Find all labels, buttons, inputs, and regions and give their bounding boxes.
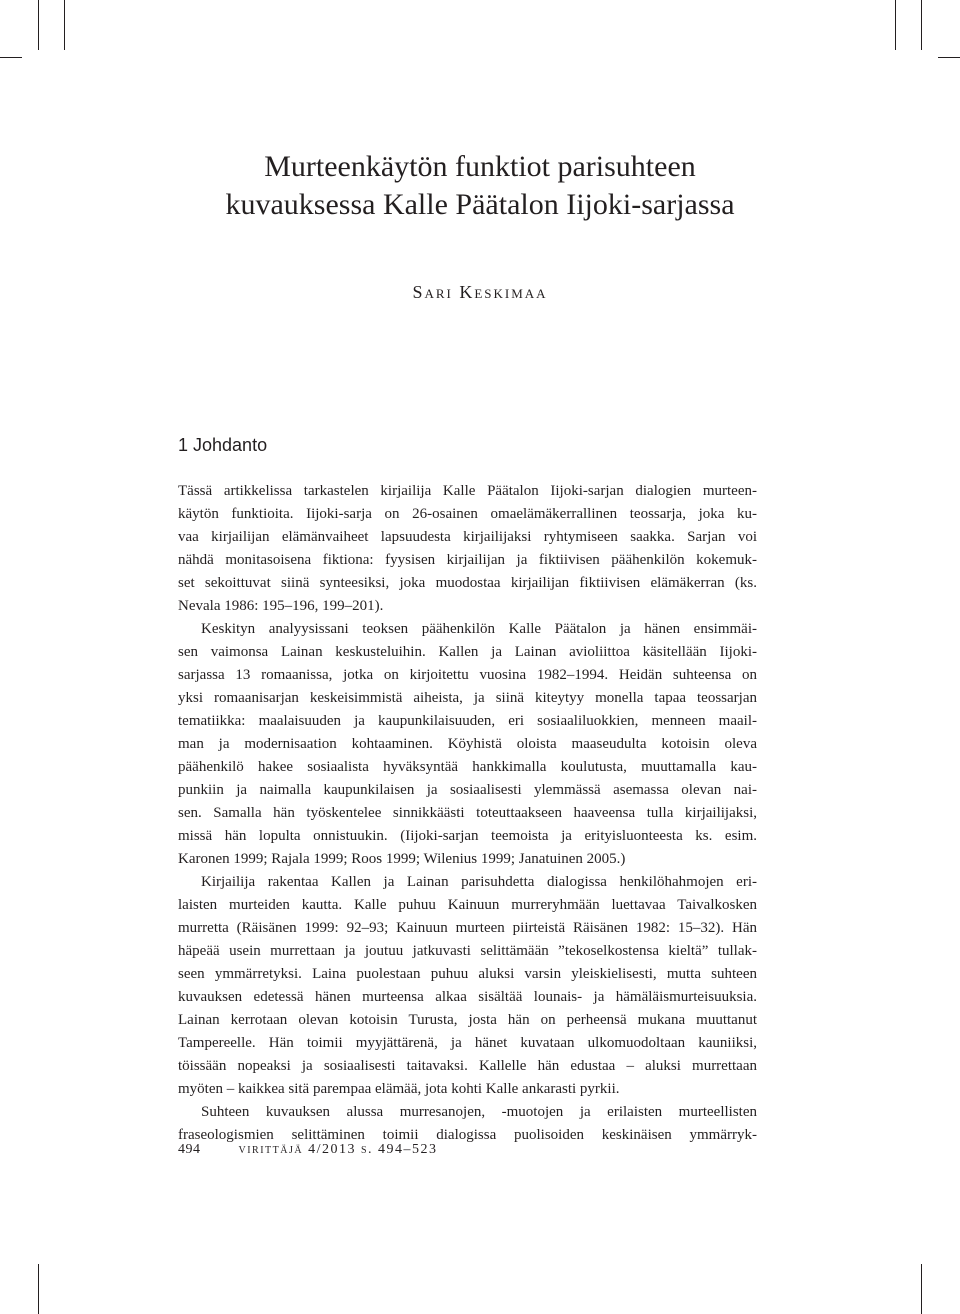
text-line: töissään nopeaksi ja sosiaalisesti taitavaksi. Kallelle hän edustaa – aluksi murrettaan: [178, 1058, 757, 1074]
crop-mark-top-right-inner: [895, 0, 896, 50]
text-line: Keskityn analyysissani teoksen päähenkilön Kalle Päätalon ja hänen ensimmäi-: [201, 621, 757, 637]
text-line: nähdä monitasoisena fiktiona: fyysisen kirjailijan ja fiktiivisen päähenkilön kokemuk-: [178, 552, 757, 568]
text-line: käytön funktioita. Iijoki-sarja on 26-osainen omaelämäkerrallinen teossarja, joka ku-: [178, 506, 757, 522]
crop-mark-top-left-horizontal: [0, 57, 22, 58]
journal-citation: virittäjä 4/2013 s. 494–523: [238, 1142, 438, 1157]
crop-mark-top-left-vertical: [38, 0, 39, 50]
paragraph-3: [178, 871, 757, 1101]
paragraph-4: [178, 1101, 757, 1147]
article-title-line-1: Murteenkäytön funktiot parisuhteen: [264, 150, 696, 183]
text-line: päähenkilö hakee sosiaalista hyväksyntää hankkimalla koulutusta, muuttamalla kau-: [178, 759, 757, 775]
text-line: sen. Samalla hän työskentelee sinnikkäästi toteuttaakseen haaveensa tulla kirjailijaksi,: [178, 805, 757, 821]
text-line: kuvauksen edetessä hänen murteensa alkaa sisältää lounais- ja hämäläismurteisuuksia.: [178, 989, 757, 1005]
text-line: Nevala 1986: 195–196, 199–201).: [178, 598, 384, 614]
text-line: sen vaimonsa Lainan keskusteluihin. Kallen ja Lainan avioliittoa käsitellään Iijoki-: [178, 644, 757, 660]
text-line: missä hän lopulta onnistuukin. (Iijoki-sarjan teemoista ja erityisluonteesta ks. esim.: [178, 828, 757, 844]
text-line: Kirjailija rakentaa Kallen ja Lainan parisuhdetta dialogissa henkilöhahmojen eri-: [201, 874, 757, 890]
article-title: [150, 148, 810, 224]
crop-mark-top-right-horizontal: [938, 57, 960, 58]
text-line: vaa kirjailijan elämänvaiheet lapsuudesta kirjailijaksi ryhtymiseen saakka. Sarjan voi: [178, 529, 757, 545]
page-number: 494: [178, 1142, 201, 1157]
body-text: [178, 480, 757, 1147]
crop-mark-top-right-vertical: [921, 0, 922, 50]
text-line: fraseologismien selittäminen toimii dialogissa puolisoiden keskinäisen ymmärryk-: [178, 1127, 757, 1143]
text-line: Tässä artikkelissa tarkastelen kirjailija Kalle Päätalon Iijoki-sarjan dialogien murteen-: [178, 483, 757, 499]
text-line: Karonen 1999; Rajala 1999; Roos 1999; Wilenius 1999; Janatuinen 2005.): [178, 851, 626, 867]
text-line: Lainan kerrotaan olevan kotoisin Turusta, josta hän on perheensä mukana muuttanut: [178, 1012, 757, 1028]
paragraph-2: [178, 618, 757, 871]
text-line: sarjassa 13 romaanissa, jotka on kirjoitettu vuosina 1982–1994. Heidän suhteensa on: [178, 667, 757, 683]
text-line: set sekoittuvat siinä synteesiksi, joka muodostaa kirjailijan fiktiivisen elämäkerran (ks.: [178, 575, 757, 591]
text-line: seen ymmärretyksi. Laina puolestaan puhuu aluksi varsin yleiskielisesti, mutta suhteen: [178, 966, 757, 982]
text-line: tematiikka: maalaisuuden ja kaupunkilaisuuden, eri sosiaaliluokkien, menneen maail-: [178, 713, 757, 729]
text-line: laisten murteiden kautta. Kalle puhuu Kainuun murreryhmään luettavaa Taivalkosken: [178, 897, 757, 913]
crop-mark-top-left-inner: [64, 0, 65, 50]
crop-mark-bottom-right-vertical: [921, 1264, 922, 1314]
crop-mark-bottom-left-vertical: [38, 1264, 39, 1314]
article-title-line-2: kuvauksessa Kalle Päätalon Iijoki-sarjassa: [225, 188, 735, 221]
text-line: Tampereelle. Hän toimii myyjättärenä, ja hänet kuvataan ulkomuodoltaan kauniiksi,: [178, 1035, 757, 1051]
text-line: häpeää usein murrettaan ja joutuu jatkuvasti selittämään ”tekoselkostensa kieltä” tullak-: [178, 943, 757, 959]
text-line: man ja modernisaation kohtaaminen. Köyhistä oloista maaseudulta kotoisin oleva: [178, 736, 757, 752]
author-name: Sari Keskimaa: [412, 282, 548, 302]
text-line: murretta (Räisänen 1999: 92–93; Kainuun murteen piirteistä Räisänen 1982: 15–32). Hän: [178, 920, 757, 936]
text-line: myöten – kaikkea sitä parempaa elämää, jota kohti Kalle ankarasti pyrkii.: [178, 1081, 620, 1097]
text-line: Suhteen kuvauksen alussa murresanojen, -muotojen ja erilaisten murteellisten: [201, 1104, 757, 1120]
section-heading: 1 Johdanto: [178, 435, 268, 455]
page-footer: [178, 1142, 438, 1158]
paragraph-1: [178, 480, 757, 618]
text-line: punkiin ja naimalla kaupunkilaisen ja sosiaalisesti ylemmässä asemassa olevan nai-: [178, 782, 757, 798]
text-line: yksi romaanisarjan keskeisimmistä aiheista, ja siinä kiteytyy monella tapaa teossarjan: [178, 690, 757, 706]
